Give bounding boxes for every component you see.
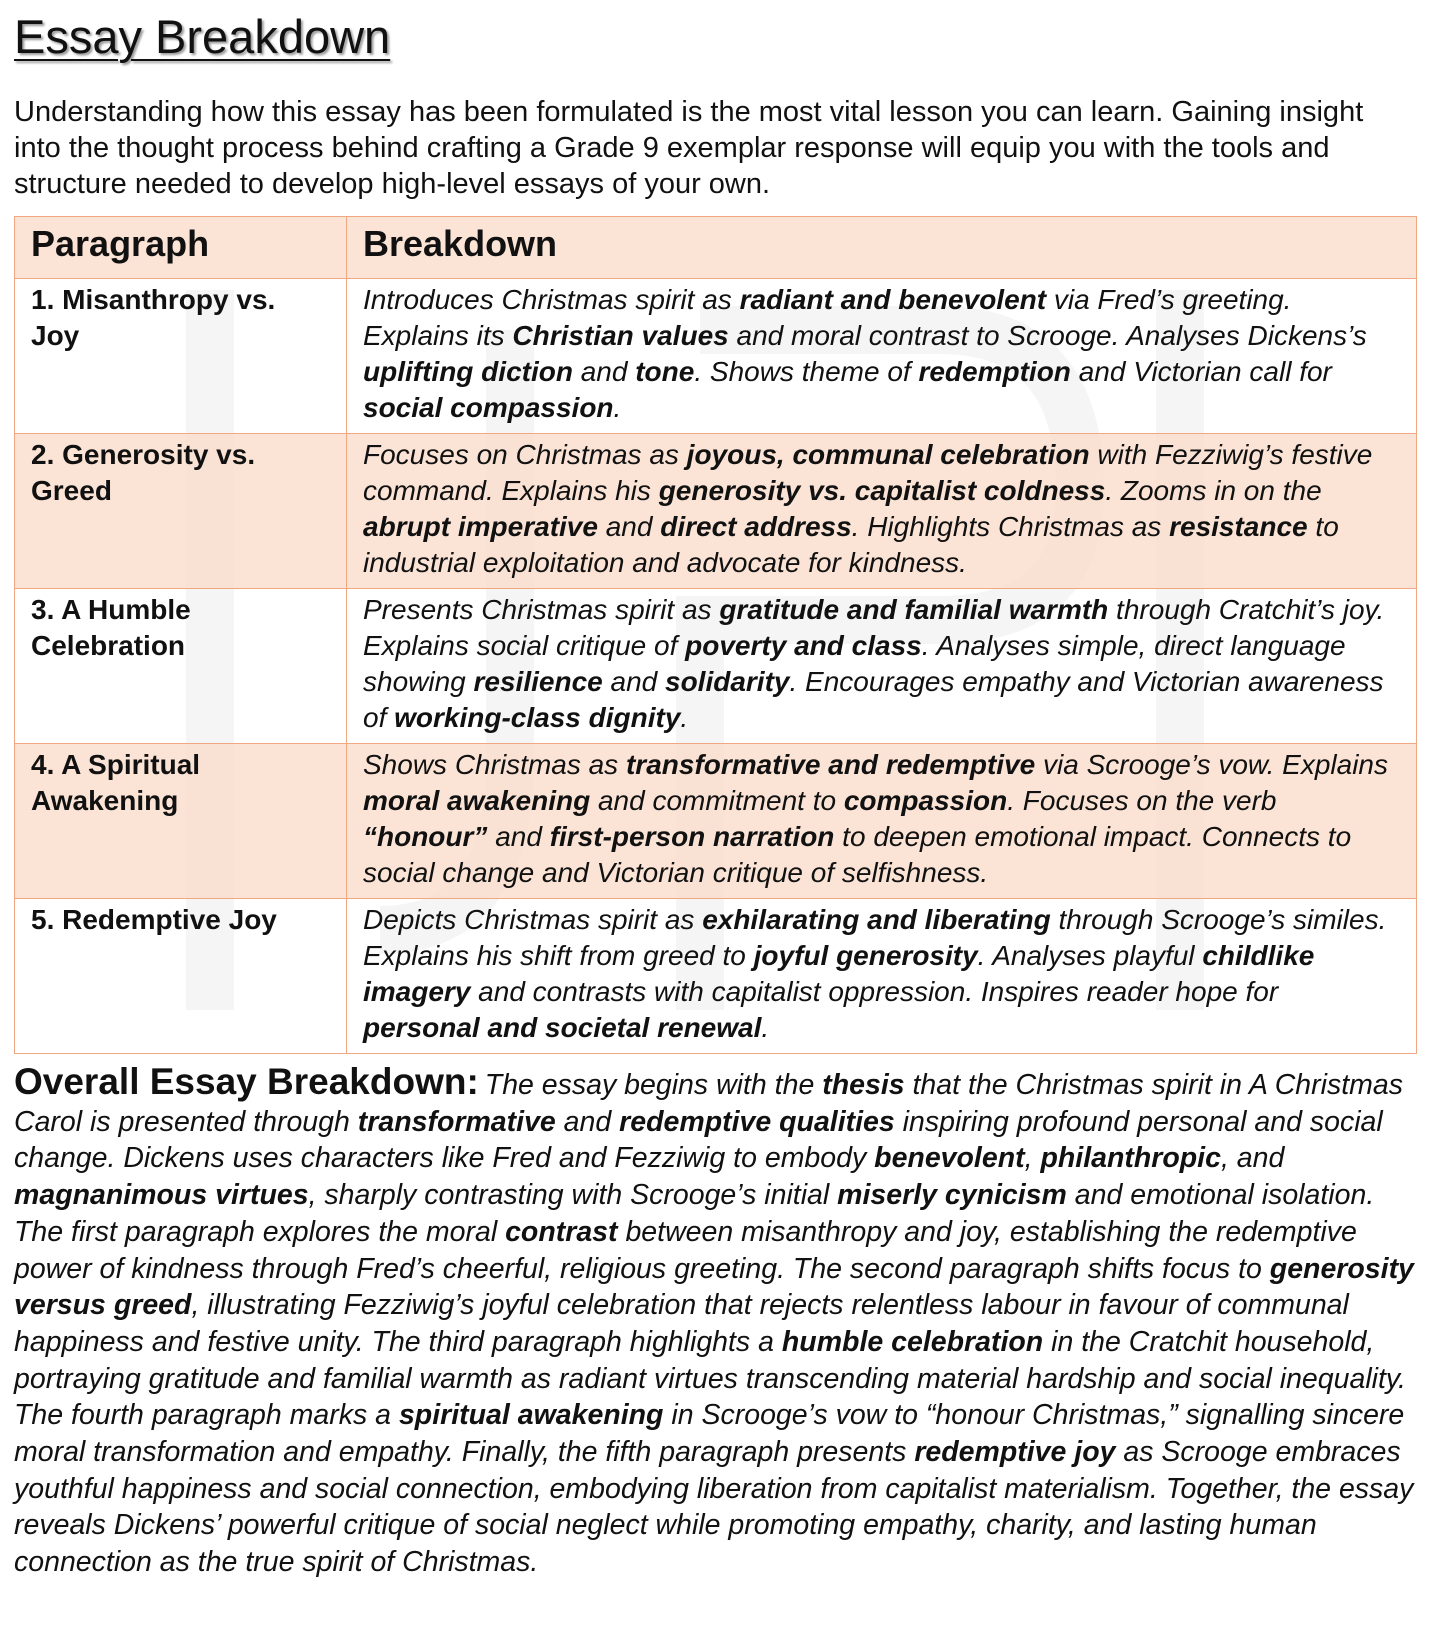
emphasis-text: philanthropic — [1040, 1142, 1221, 1175]
emphasis-text: contrast — [505, 1215, 618, 1248]
paragraph-breakdown — [347, 434, 1417, 589]
emphasis-text: redemption — [918, 356, 1071, 387]
emphasis-text: generosity versus greed — [14, 1252, 1414, 1322]
emphasis-text: childlike imagery — [363, 940, 1315, 1007]
emphasis-text: transformative and redemptive — [625, 749, 1036, 780]
emphasis-text: poverty and class — [685, 630, 922, 661]
paragraph-name: 1. Misanthropy vs. Joy — [15, 279, 347, 434]
emphasis-text: uplifting diction — [363, 356, 573, 387]
table-row — [15, 589, 1417, 744]
text-run: . Shows theme of — [694, 356, 919, 387]
text-run: that the Christmas spirit in A Christmas Carol is presented through — [14, 1069, 1403, 1138]
emphasis-text: joyful generosity — [753, 940, 978, 971]
text-run: inspiring profound personal and social change. Dickens uses characters like Fred and Fezziwig to embody — [14, 1105, 1383, 1175]
paragraph-name: 2. Generosity vs. Greed — [15, 434, 347, 589]
emphasis-text: resilience — [473, 666, 603, 697]
paragraph-name: 4. A Spiritual Awakening — [15, 744, 347, 899]
emphasis-text: redemptive qualities — [619, 1105, 895, 1138]
emphasis-text: Christian values — [512, 320, 729, 351]
emphasis-text: compassion — [843, 785, 1008, 816]
overall-heading: Overall Essay Breakdown: — [14, 1061, 479, 1102]
table-body — [15, 279, 1417, 1054]
emphasis-text: humble celebration — [781, 1325, 1044, 1358]
paragraph-name: 5. Redemptive Joy — [15, 899, 347, 1054]
emphasis-text: personal and societal renewal — [363, 1012, 762, 1043]
text-run: to industrial exploitation and advocate for kindness. — [363, 511, 1339, 578]
paragraph-breakdown — [347, 899, 1417, 1054]
text-run: and commitment to — [590, 785, 844, 816]
text-run: , — [1024, 1142, 1041, 1175]
text-run: . Encourages empathy and Victorian awareness of — [363, 666, 1384, 733]
header-breakdown: Breakdown — [347, 217, 1417, 279]
table-row — [15, 434, 1417, 589]
text-run: . — [680, 702, 689, 733]
text-run: Shows Christmas as — [363, 749, 626, 780]
paragraph-breakdown — [347, 744, 1417, 899]
text-run: through Scrooge’s similes. Explains his shift from greed to — [363, 904, 1387, 971]
text-run: . — [761, 1012, 770, 1043]
overall-text — [14, 1069, 1414, 1578]
text-run: Presents Christmas spirit as — [363, 594, 720, 625]
emphasis-text: joyous, communal celebration — [686, 439, 1090, 470]
text-run: . Analyses simple, direct language showing — [363, 630, 1346, 697]
text-run: through Cratchit’s joy. Explains social critique of — [363, 594, 1385, 661]
emphasis-text: radiant and benevolent — [739, 284, 1047, 315]
text-run: and Victorian call for — [1070, 356, 1332, 387]
emphasis-text: “honour” — [363, 821, 488, 852]
emphasis-text: tone — [635, 356, 695, 387]
text-run: and — [602, 666, 665, 697]
text-run: , and — [1220, 1142, 1285, 1175]
emphasis-text: transformative — [357, 1105, 556, 1138]
emphasis-text: thesis — [822, 1069, 905, 1101]
text-run: and contrasts with capitalist oppression. Inspires reader hope for — [470, 976, 1279, 1007]
emphasis-text: redemptive joy — [914, 1436, 1116, 1469]
emphasis-text: exhilarating and liberating — [702, 904, 1051, 935]
overall-breakdown — [14, 1061, 1422, 1581]
text-run: Depicts Christmas spirit as — [363, 904, 703, 935]
text-run: . Analyses playful — [977, 940, 1203, 971]
text-run: to deepen emotional impact. Connects to social change and Victorian critique of selfishness. — [363, 821, 1352, 888]
text-run: and — [597, 511, 661, 542]
table-row — [15, 279, 1417, 434]
page-title: Essay Breakdown — [14, 10, 391, 63]
intro-paragraph: Understanding how this essay has been formulated is the most vital lesson you can learn. Gaining insight into the thought process behind crafting a Grade 9 exemplar response will equip you with the tools and structure needed to develop high-level essays of your own. — [14, 96, 1364, 200]
table-row — [15, 899, 1417, 1054]
emphasis-text: direct address — [660, 511, 852, 542]
emphasis-text: abrupt imperative — [363, 511, 598, 542]
text-run: . Highlights Christmas as — [851, 511, 1170, 542]
emphasis-text: generosity vs. capitalist coldness — [658, 475, 1106, 506]
text-run: and — [555, 1105, 620, 1138]
text-run: and moral contrast to Scrooge. Analyses Dickens’s — [728, 320, 1367, 351]
emphasis-text: resistance — [1169, 511, 1308, 542]
emphasis-text: social compassion — [363, 392, 614, 423]
text-run: The essay begins with the — [484, 1069, 823, 1101]
emphasis-text: moral awakening — [363, 785, 591, 816]
text-run: . Focuses on the verb — [1007, 785, 1277, 816]
text-run: via Scrooge’s vow. Explains — [1035, 749, 1388, 780]
emphasis-text: magnanimous virtues — [14, 1179, 309, 1212]
text-run: in Scrooge’s vow to “honour Christmas,” signalling sincere moral transformation and empathy. Finally, the fifth paragraph presents — [14, 1399, 1405, 1469]
text-run: Introduces Christmas spirit as — [363, 284, 740, 315]
text-run: and emotional isolation. The first paragraph explores the moral — [14, 1179, 1375, 1248]
paragraph-name: 3. A Humble Celebration — [15, 589, 347, 744]
text-run: and — [487, 821, 550, 852]
paragraph-breakdown — [347, 279, 1417, 434]
text-run: and — [572, 356, 636, 387]
emphasis-text: gratitude and familial warmth — [719, 594, 1109, 625]
text-run: Focuses on Christmas as — [363, 439, 687, 470]
emphasis-text: first-person narration — [549, 821, 835, 852]
emphasis-text: solidarity — [665, 666, 790, 697]
text-run: , illustrating Fezziwig’s joyful celebration that rejects relentless labour in favour of communal happiness and festive unity. The third paragraph highlights a — [14, 1289, 1349, 1358]
emphasis-text: miserly cynicism — [837, 1179, 1067, 1212]
text-run: as Scrooge embraces youthful happiness and social connection, embodying liberation from capitalist materialism. Together, the essay reveals Dickens’ powerful critique of social neglect while promoting empathy, charity, and lasting human connection as the true spirit of Christmas. — [14, 1436, 1414, 1579]
text-run: . — [613, 392, 622, 423]
paragraph-breakdown — [347, 589, 1417, 744]
text-run: . Zooms in on the — [1105, 475, 1322, 506]
emphasis-text: spiritual awakening — [398, 1399, 664, 1432]
text-run: with Fezziwig’s festive command. Explains his — [363, 439, 1373, 506]
table-header-row — [15, 217, 1417, 279]
text-run: in the Cratchit household, portraying gratitude and familial warmth as radiant virtues transcending material hardship and social inequality. The fourth paragraph marks a — [14, 1325, 1406, 1432]
text-run: via Fred’s greeting. Explains its — [363, 284, 1292, 351]
emphasis-text: working-class dignity — [394, 702, 681, 733]
header-paragraph: Paragraph — [15, 217, 347, 279]
table-row — [15, 744, 1417, 899]
text-run: , sharply contrasting with Scrooge’s initial — [308, 1179, 838, 1212]
emphasis-text: benevolent — [874, 1142, 1025, 1175]
text-run: between misanthropy and joy, establishing the redemptive power of kindness through Fred’s cheerful, religious greeting. The second paragraph shifts focus to — [14, 1215, 1357, 1285]
breakdown-table — [14, 216, 1417, 1054]
